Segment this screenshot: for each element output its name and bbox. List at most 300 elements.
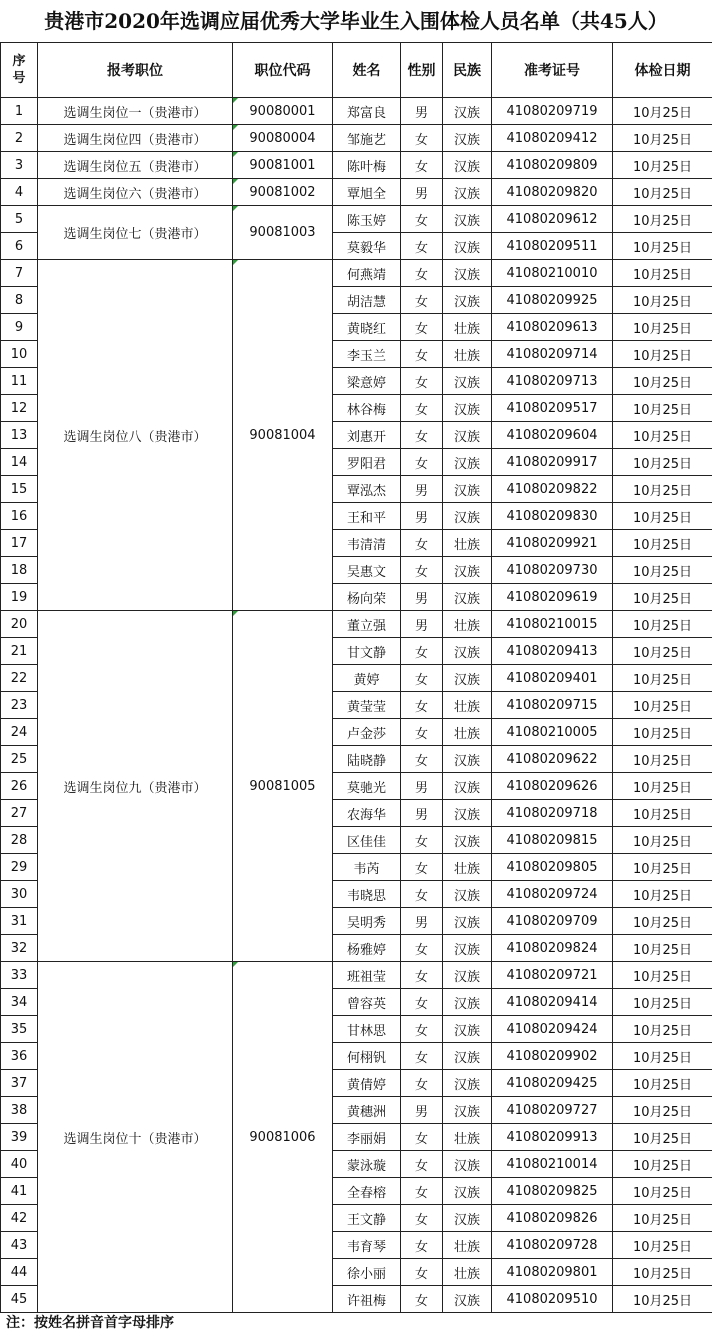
seq-cell: 1 <box>1 98 38 125</box>
gender-cell: 女 <box>401 827 443 854</box>
ethnicity-cell: 壮族 <box>443 692 492 719</box>
exam-date-cell: 10月25日 <box>613 665 712 692</box>
exam-no-cell: 41080209721 <box>492 962 613 989</box>
ethnicity-cell: 汉族 <box>443 773 492 800</box>
seq-cell: 15 <box>1 476 38 503</box>
gender-cell: 女 <box>401 449 443 476</box>
table-row <box>1 152 712 179</box>
exam-no-cell: 41080209510 <box>492 1286 613 1313</box>
seq-cell: 40 <box>1 1151 38 1178</box>
ethnicity-cell: 汉族 <box>443 638 492 665</box>
ethnicity-cell: 汉族 <box>443 1178 492 1205</box>
ethnicity-cell: 汉族 <box>443 1097 492 1124</box>
ethnicity-cell: 汉族 <box>443 206 492 233</box>
seq-cell: 42 <box>1 1205 38 1232</box>
name-cell: 陆晓静 <box>333 746 401 773</box>
header-ethnicity: 民族 <box>443 43 492 98</box>
table-row <box>1 962 712 989</box>
exam-date-cell: 10月25日 <box>613 1097 712 1124</box>
seq-cell: 25 <box>1 746 38 773</box>
ethnicity-cell: 汉族 <box>443 962 492 989</box>
exam-no-cell: 41080209815 <box>492 827 613 854</box>
name-cell: 农海华 <box>333 800 401 827</box>
gender-cell: 女 <box>401 854 443 881</box>
name-cell: 李玉兰 <box>333 341 401 368</box>
name-cell: 黄晓红 <box>333 314 401 341</box>
seq-cell: 7 <box>1 260 38 287</box>
exam-no-cell: 41080209921 <box>492 530 613 557</box>
gender-cell: 女 <box>401 1259 443 1286</box>
name-cell: 何燕靖 <box>333 260 401 287</box>
name-cell: 杨雅婷 <box>333 935 401 962</box>
exam-date-cell: 10月25日 <box>613 395 712 422</box>
table-row <box>1 179 712 206</box>
exam-no-cell: 41080209517 <box>492 395 613 422</box>
gender-cell: 女 <box>401 557 443 584</box>
position-cell: 选调生岗位七（贵港市） <box>38 206 233 260</box>
exam-no-cell: 41080209613 <box>492 314 613 341</box>
ethnicity-cell: 汉族 <box>443 476 492 503</box>
name-cell: 曾容英 <box>333 989 401 1016</box>
seq-cell: 11 <box>1 368 38 395</box>
seq-cell: 36 <box>1 1043 38 1070</box>
name-cell: 王和平 <box>333 503 401 530</box>
ethnicity-cell: 汉族 <box>443 422 492 449</box>
seq-cell: 39 <box>1 1124 38 1151</box>
exam-date-cell: 10月25日 <box>613 1286 712 1313</box>
name-cell: 覃泓杰 <box>333 476 401 503</box>
seq-cell: 17 <box>1 530 38 557</box>
gender-cell: 男 <box>401 908 443 935</box>
gender-cell: 女 <box>401 1043 443 1070</box>
name-cell: 胡洁慧 <box>333 287 401 314</box>
exam-no-cell: 41080209822 <box>492 476 613 503</box>
exam-date-cell: 10月25日 <box>613 1151 712 1178</box>
gender-cell: 女 <box>401 1178 443 1205</box>
exam-no-cell: 41080209425 <box>492 1070 613 1097</box>
gender-cell: 女 <box>401 665 443 692</box>
header-row <box>1 43 712 98</box>
exam-no-cell: 41080209925 <box>492 287 613 314</box>
exam-no-cell: 41080209709 <box>492 908 613 935</box>
name-cell: 林谷梅 <box>333 395 401 422</box>
exam-no-cell: 41080210014 <box>492 1151 613 1178</box>
name-cell: 甘文静 <box>333 638 401 665</box>
ethnicity-cell: 汉族 <box>443 395 492 422</box>
seq-cell: 44 <box>1 1259 38 1286</box>
ethnicity-cell: 汉族 <box>443 881 492 908</box>
gender-cell: 女 <box>401 962 443 989</box>
ethnicity-cell: 壮族 <box>443 1259 492 1286</box>
exam-date-cell: 10月25日 <box>613 854 712 881</box>
exam-no-cell: 41080209414 <box>492 989 613 1016</box>
seq-cell: 23 <box>1 692 38 719</box>
exam-no-cell: 41080209824 <box>492 935 613 962</box>
exam-no-cell: 41080209917 <box>492 449 613 476</box>
ethnicity-cell: 汉族 <box>443 1043 492 1070</box>
name-cell: 吴惠文 <box>333 557 401 584</box>
exam-date-cell: 10月25日 <box>613 125 712 152</box>
position-cell: 选调生岗位五（贵港市） <box>38 152 233 179</box>
exam-no-cell: 41080209825 <box>492 1178 613 1205</box>
exam-date-cell: 10月25日 <box>613 233 712 260</box>
exam-date-cell: 10月25日 <box>613 287 712 314</box>
exam-date-cell: 10月25日 <box>613 908 712 935</box>
seq-cell: 8 <box>1 287 38 314</box>
name-cell: 梁意婷 <box>333 368 401 395</box>
exam-no-cell: 41080209913 <box>492 1124 613 1151</box>
table-row <box>1 611 712 638</box>
exam-date-cell: 10月25日 <box>613 692 712 719</box>
name-cell: 杨向荣 <box>333 584 401 611</box>
name-cell: 徐小丽 <box>333 1259 401 1286</box>
seq-cell: 12 <box>1 395 38 422</box>
name-cell: 甘林思 <box>333 1016 401 1043</box>
exam-no-cell: 41080209713 <box>492 368 613 395</box>
gender-cell: 女 <box>401 1070 443 1097</box>
name-cell: 黄穗洲 <box>333 1097 401 1124</box>
seq-cell: 43 <box>1 1232 38 1259</box>
gender-cell: 男 <box>401 611 443 638</box>
ethnicity-cell: 汉族 <box>443 260 492 287</box>
seq-cell: 32 <box>1 935 38 962</box>
ethnicity-cell: 壮族 <box>443 854 492 881</box>
gender-cell: 女 <box>401 989 443 1016</box>
position-code-cell: 90081003 <box>233 206 333 260</box>
seq-cell: 24 <box>1 719 38 746</box>
exam-no-cell: 41080209424 <box>492 1016 613 1043</box>
ethnicity-cell: 汉族 <box>443 827 492 854</box>
gender-cell: 女 <box>401 1286 443 1313</box>
ethnicity-cell: 汉族 <box>443 449 492 476</box>
seq-cell: 18 <box>1 557 38 584</box>
gender-cell: 女 <box>401 233 443 260</box>
exam-date-cell: 10月25日 <box>613 719 712 746</box>
exam-no-cell: 41080210005 <box>492 719 613 746</box>
exam-no-cell: 41080209719 <box>492 98 613 125</box>
ethnicity-cell: 汉族 <box>443 800 492 827</box>
header-seq-line1: 序 <box>12 54 26 69</box>
exam-date-cell: 10月25日 <box>613 152 712 179</box>
name-cell: 陈玉婷 <box>333 206 401 233</box>
ethnicity-cell: 壮族 <box>443 314 492 341</box>
seq-cell: 3 <box>1 152 38 179</box>
seq-cell: 22 <box>1 665 38 692</box>
exam-date-cell: 10月25日 <box>613 827 712 854</box>
exam-no-cell: 41080210010 <box>492 260 613 287</box>
name-cell: 韦清清 <box>333 530 401 557</box>
seq-cell: 34 <box>1 989 38 1016</box>
ethnicity-cell: 汉族 <box>443 1286 492 1313</box>
name-cell: 班祖莹 <box>333 962 401 989</box>
seq-cell: 21 <box>1 638 38 665</box>
table-row <box>1 260 712 287</box>
ethnicity-cell: 汉族 <box>443 989 492 1016</box>
exam-date-cell: 10月25日 <box>613 314 712 341</box>
header-gender: 性别 <box>401 43 443 98</box>
exam-date-cell: 10月25日 <box>613 1259 712 1286</box>
exam-date-cell: 10月25日 <box>613 341 712 368</box>
position-code-cell: 90081006 <box>233 962 333 1313</box>
exam-no-cell: 41080209727 <box>492 1097 613 1124</box>
name-cell: 莫驰光 <box>333 773 401 800</box>
exam-no-cell: 41080209413 <box>492 638 613 665</box>
position-code-cell: 90081004 <box>233 260 333 611</box>
position-code-cell: 90080004 <box>233 125 333 152</box>
position-cell: 选调生岗位四（贵港市） <box>38 125 233 152</box>
exam-no-cell: 41080209730 <box>492 557 613 584</box>
gender-cell: 女 <box>401 638 443 665</box>
header-exam-no: 准考证号 <box>492 43 613 98</box>
gender-cell: 女 <box>401 692 443 719</box>
ethnicity-cell: 壮族 <box>443 611 492 638</box>
exam-date-cell: 10月25日 <box>613 638 712 665</box>
gender-cell: 男 <box>401 584 443 611</box>
header-position: 报考职位 <box>38 43 233 98</box>
header-seq-line2: 号 <box>12 71 26 86</box>
header-date: 体检日期 <box>613 43 712 98</box>
gender-cell: 女 <box>401 368 443 395</box>
seq-cell: 41 <box>1 1178 38 1205</box>
seq-cell: 26 <box>1 773 38 800</box>
name-cell: 韦晓思 <box>333 881 401 908</box>
name-cell: 王文静 <box>333 1205 401 1232</box>
ethnicity-cell: 汉族 <box>443 1151 492 1178</box>
exam-date-cell: 10月25日 <box>613 962 712 989</box>
seq-cell: 35 <box>1 1016 38 1043</box>
position-code-cell: 90081005 <box>233 611 333 962</box>
exam-date-cell: 10月25日 <box>613 989 712 1016</box>
exam-date-cell: 10月25日 <box>613 260 712 287</box>
footnote: 注：按姓名拼音首字母排序 <box>6 1315 174 1331</box>
exam-no-cell: 41080209626 <box>492 773 613 800</box>
exam-no-cell: 41080209612 <box>492 206 613 233</box>
exam-no-cell: 41080209718 <box>492 800 613 827</box>
position-code-cell: 90081001 <box>233 152 333 179</box>
position-cell: 选调生岗位八（贵港市） <box>38 260 233 611</box>
exam-no-cell: 41080209902 <box>492 1043 613 1070</box>
name-cell: 黄倩婷 <box>333 1070 401 1097</box>
seq-cell: 10 <box>1 341 38 368</box>
name-cell: 许祖梅 <box>333 1286 401 1313</box>
seq-cell: 33 <box>1 962 38 989</box>
exam-date-cell: 10月25日 <box>613 368 712 395</box>
exam-no-cell: 41080209805 <box>492 854 613 881</box>
exam-date-cell: 10月25日 <box>613 584 712 611</box>
seq-cell: 20 <box>1 611 38 638</box>
exam-date-cell: 10月25日 <box>613 1043 712 1070</box>
exam-no-cell: 41080209728 <box>492 1232 613 1259</box>
gender-cell: 女 <box>401 206 443 233</box>
exam-no-cell: 41080209619 <box>492 584 613 611</box>
table-row <box>1 206 712 233</box>
exam-date-cell: 10月25日 <box>613 746 712 773</box>
ethnicity-cell: 汉族 <box>443 503 492 530</box>
name-cell: 韦育琴 <box>333 1232 401 1259</box>
gender-cell: 女 <box>401 719 443 746</box>
ethnicity-cell: 汉族 <box>443 1070 492 1097</box>
ethnicity-cell: 汉族 <box>443 98 492 125</box>
gender-cell: 女 <box>401 341 443 368</box>
gender-cell: 女 <box>401 422 443 449</box>
seq-cell: 2 <box>1 125 38 152</box>
table-row <box>1 98 712 125</box>
exam-date-cell: 10月25日 <box>613 1016 712 1043</box>
seq-cell: 16 <box>1 503 38 530</box>
seq-cell: 38 <box>1 1097 38 1124</box>
seq-cell: 13 <box>1 422 38 449</box>
gender-cell: 女 <box>401 260 443 287</box>
name-cell: 陈叶梅 <box>333 152 401 179</box>
exam-date-cell: 10月25日 <box>613 773 712 800</box>
name-cell: 何栩钒 <box>333 1043 401 1070</box>
exam-no-cell: 41080209511 <box>492 233 613 260</box>
ethnicity-cell: 汉族 <box>443 746 492 773</box>
name-cell: 莫毅华 <box>333 233 401 260</box>
exam-date-cell: 10月25日 <box>613 1124 712 1151</box>
seq-cell: 5 <box>1 206 38 233</box>
gender-cell: 女 <box>401 530 443 557</box>
exam-date-cell: 10月25日 <box>613 1178 712 1205</box>
name-cell: 覃旭全 <box>333 179 401 206</box>
gender-cell: 女 <box>401 287 443 314</box>
candidate-table <box>0 42 712 1313</box>
name-cell: 蒙泳璇 <box>333 1151 401 1178</box>
exam-date-cell: 10月25日 <box>613 1232 712 1259</box>
exam-date-cell: 10月25日 <box>613 206 712 233</box>
ethnicity-cell: 汉族 <box>443 935 492 962</box>
exam-no-cell: 41080209801 <box>492 1259 613 1286</box>
exam-no-cell: 41080209715 <box>492 692 613 719</box>
ethnicity-cell: 汉族 <box>443 908 492 935</box>
header-seq <box>1 43 38 98</box>
seq-cell: 4 <box>1 179 38 206</box>
exam-date-cell: 10月25日 <box>613 179 712 206</box>
gender-cell: 女 <box>401 152 443 179</box>
ethnicity-cell: 汉族 <box>443 125 492 152</box>
table-body <box>1 98 712 1313</box>
gender-cell: 男 <box>401 503 443 530</box>
name-cell: 李丽娟 <box>333 1124 401 1151</box>
gender-cell: 男 <box>401 98 443 125</box>
ethnicity-cell: 汉族 <box>443 368 492 395</box>
exam-date-cell: 10月25日 <box>613 98 712 125</box>
gender-cell: 女 <box>401 881 443 908</box>
name-cell: 刘惠开 <box>333 422 401 449</box>
ethnicity-cell: 壮族 <box>443 530 492 557</box>
seq-cell: 27 <box>1 800 38 827</box>
position-code-cell: 90081002 <box>233 179 333 206</box>
gender-cell: 女 <box>401 746 443 773</box>
exam-date-cell: 10月25日 <box>613 530 712 557</box>
ethnicity-cell: 壮族 <box>443 719 492 746</box>
gender-cell: 男 <box>401 1097 443 1124</box>
header-code: 职位代码 <box>233 43 333 98</box>
name-cell: 罗阳君 <box>333 449 401 476</box>
exam-no-cell: 41080209412 <box>492 125 613 152</box>
position-cell: 选调生岗位六（贵港市） <box>38 179 233 206</box>
position-code-cell: 90080001 <box>233 98 333 125</box>
ethnicity-cell: 汉族 <box>443 665 492 692</box>
seq-cell: 45 <box>1 1286 38 1313</box>
gender-cell: 女 <box>401 1151 443 1178</box>
table-header <box>1 43 712 98</box>
exam-no-cell: 41080210015 <box>492 611 613 638</box>
ethnicity-cell: 壮族 <box>443 1124 492 1151</box>
name-cell: 黄婷 <box>333 665 401 692</box>
seq-cell: 31 <box>1 908 38 935</box>
seq-cell: 19 <box>1 584 38 611</box>
exam-no-cell: 41080209714 <box>492 341 613 368</box>
name-cell: 区佳佳 <box>333 827 401 854</box>
exam-date-cell: 10月25日 <box>613 557 712 584</box>
gender-cell: 女 <box>401 935 443 962</box>
ethnicity-cell: 汉族 <box>443 179 492 206</box>
exam-date-cell: 10月25日 <box>613 935 712 962</box>
exam-no-cell: 41080209809 <box>492 152 613 179</box>
seq-cell: 9 <box>1 314 38 341</box>
header-name: 姓名 <box>333 43 401 98</box>
name-cell: 全春榕 <box>333 1178 401 1205</box>
page-title: 贵港市2020年选调应届优秀大学毕业生入围体检人员名单（共45人） <box>44 9 668 33</box>
ethnicity-cell: 壮族 <box>443 341 492 368</box>
exam-no-cell: 41080209830 <box>492 503 613 530</box>
name-cell: 邹施艺 <box>333 125 401 152</box>
gender-cell: 女 <box>401 314 443 341</box>
name-cell: 郑富良 <box>333 98 401 125</box>
gender-cell: 女 <box>401 1205 443 1232</box>
position-cell: 选调生岗位九（贵港市） <box>38 611 233 962</box>
name-cell: 董立强 <box>333 611 401 638</box>
gender-cell: 男 <box>401 800 443 827</box>
exam-date-cell: 10月25日 <box>613 449 712 476</box>
exam-date-cell: 10月25日 <box>613 1070 712 1097</box>
gender-cell: 女 <box>401 125 443 152</box>
position-cell: 选调生岗位十（贵港市） <box>38 962 233 1313</box>
gender-cell: 女 <box>401 1124 443 1151</box>
exam-date-cell: 10月25日 <box>613 476 712 503</box>
exam-date-cell: 10月25日 <box>613 611 712 638</box>
gender-cell: 男 <box>401 476 443 503</box>
ethnicity-cell: 汉族 <box>443 584 492 611</box>
exam-no-cell: 41080209724 <box>492 881 613 908</box>
name-cell: 吴明秀 <box>333 908 401 935</box>
seq-cell: 30 <box>1 881 38 908</box>
exam-date-cell: 10月25日 <box>613 422 712 449</box>
exam-no-cell: 41080209604 <box>492 422 613 449</box>
seq-cell: 37 <box>1 1070 38 1097</box>
exam-date-cell: 10月25日 <box>613 503 712 530</box>
seq-cell: 6 <box>1 233 38 260</box>
ethnicity-cell: 汉族 <box>443 233 492 260</box>
gender-cell: 女 <box>401 395 443 422</box>
ethnicity-cell: 汉族 <box>443 557 492 584</box>
ethnicity-cell: 汉族 <box>443 1016 492 1043</box>
seq-cell: 29 <box>1 854 38 881</box>
name-cell: 卢金莎 <box>333 719 401 746</box>
gender-cell: 女 <box>401 1016 443 1043</box>
exam-date-cell: 10月25日 <box>613 1205 712 1232</box>
gender-cell: 女 <box>401 1232 443 1259</box>
gender-cell: 男 <box>401 179 443 206</box>
ethnicity-cell: 汉族 <box>443 287 492 314</box>
exam-date-cell: 10月25日 <box>613 800 712 827</box>
name-cell: 黄莹莹 <box>333 692 401 719</box>
ethnicity-cell: 壮族 <box>443 1232 492 1259</box>
seq-cell: 28 <box>1 827 38 854</box>
exam-no-cell: 41080209826 <box>492 1205 613 1232</box>
exam-date-cell: 10月25日 <box>613 881 712 908</box>
